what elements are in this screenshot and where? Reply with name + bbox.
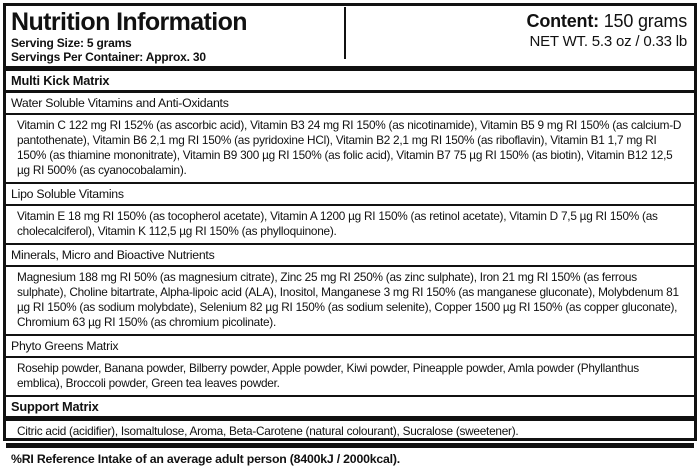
net-weight: NET WT. 5.3 oz / 0.33 lb (529, 33, 687, 50)
support-matrix-body: Citric acid (acidifier), Isomaltulose, Aroma, Beta-Carotene (natural colourant), Sucralose (sweetener). (17, 424, 519, 438)
section-title-lipo-soluble-vitamins: Lipo Soluble Vitamins (6, 184, 694, 206)
multi-kick-matrix-header: Multi Kick Matrix (11, 73, 110, 88)
section-body-phyto-greens: Rosehip powder, Banana powder, Bilberry powder, Apple powder, Kiwi powder, Pineapple powder, Amla powder (Phyllanthus emblica), Broccoli powder, Green tea leaves powder. (6, 358, 694, 397)
nutrition-label (3, 3, 697, 466)
label-header (6, 6, 694, 66)
section-title-minerals: Minerals, Micro and Bioactive Nutrients (6, 245, 694, 267)
content-value: 150 grams (603, 11, 687, 31)
support-matrix-header: Support Matrix (11, 399, 99, 414)
content-info-block (344, 7, 694, 59)
reference-intake-note: %RI Reference Intake of an average adult person (8400kJ / 2000kcal). (11, 452, 400, 466)
page-title: Nutrition Information (11, 8, 247, 36)
section-body-lipo-soluble-vitamins: Vitamin E 18 mg RI 150% (as tocopherol acetate), Vitamin A 1200 µg RI 150% (as retinol acetate), Vitamin D 7,5 µg RI 150% (as cholecalciferol), Vitamin K 112,5 µg RI 150% (as phylloquinone). (6, 206, 694, 245)
header-left-block (6, 6, 344, 66)
content-amount (346, 11, 687, 32)
section-body-minerals: Magnesium 188 mg RI 50% (as magnesium citrate), Zinc 25 mg RI 250% (as zinc sulphate), Iron 21 mg RI 150% (as ferrous sulphate), Choline bitartrate, Alpha-lipoic acid (ALA), Inositol, Manganese 3 mg RI 150% (as manganese gluconate), Molybdenum 81 µg RI 150% (as sodium molybdate), Selenium 82 µg RI 150% (as sodium selenite), Copper 1500 µg RI 150% (as copper gluconate), Chromium 63 µg RI 150% (as chromium picolinate). (6, 267, 694, 336)
section-title-phyto-greens: Phyto Greens Matrix (6, 336, 694, 358)
section-body-water-soluble-vitamins: Vitamin C 122 mg RI 152% (as ascorbic acid), Vitamin B3 24 mg RI 150% (as nicotinamide), Vitamin B5 9 mg RI 150% (as calcium-D pantothenate), Vitamin B6 2,1 mg RI 150% (as pyridoxine HCl), Vitamin B2 2,1 mg RI 150% (as riboflavin), Vitamin B1 1,7 mg RI 150% (as thiamine mononitrate), Vitamin B9 300 µg RI 150% (as folic acid), Vitamin B7 75 µg RI 150% (as biotin), Vitamin B12 12,5 µg RI 500% (as cyanocobalamin). (6, 115, 694, 184)
serving-size: Serving Size: 5 grams (11, 36, 132, 50)
servings-per-container: Servings Per Container: Approx. 30 (11, 50, 206, 64)
section-title-water-soluble-vitamins: Water Soluble Vitamins and Anti-Oxidants (6, 93, 694, 115)
content-label: Content: (526, 11, 599, 31)
